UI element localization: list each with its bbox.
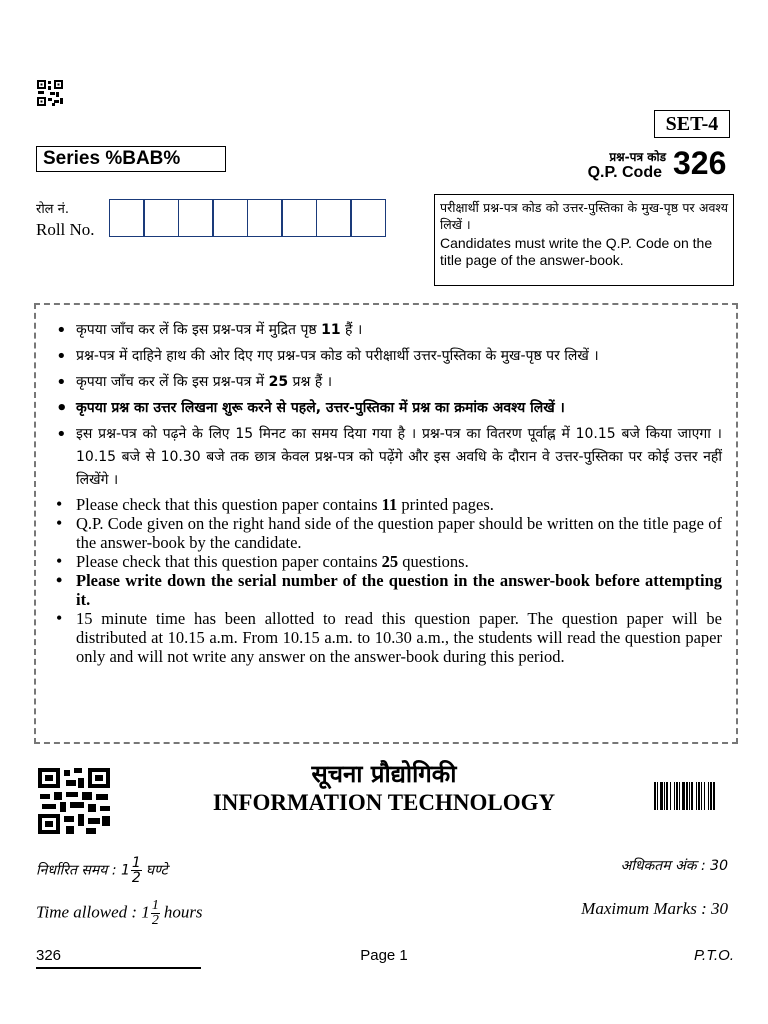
- roll-number-box[interactable]: [316, 199, 352, 237]
- instruction-en-reading-time: • 15 minute time has been allotted to read this question paper. The question paper will be distributed at 10.15 a.m. From 10.15 a.m. to 10.30 a.m., the students will read the question paper only and will not write any answer on the answer-book during this period.: [54, 609, 722, 666]
- roll-number-box[interactable]: [143, 199, 179, 237]
- instruction-hi-qp-code: • प्रश्न-पत्र में दाहिने हाथ की ओर दिए गए प्रश्न-पत्र कोड को परीक्षार्थी उत्तर-पुस्तिका के मुख-पृष्ठ पर लिखें ।: [54, 345, 722, 368]
- subject-title-hindi: सूचना प्रौद्योगिकी: [311, 760, 457, 788]
- time-allowed-hindi: निर्धारित समय : 1 $\frac{1}{2}$ घण्टे: [36, 855, 168, 886]
- fraction: $\frac{1}{2}$: [131, 855, 141, 886]
- notice-english: Candidates must write the Q.P. Code on the title page of the answer-book.: [440, 235, 713, 268]
- roll-no-label-hindi: रोल नं.: [36, 202, 69, 217]
- qp-code-label: Q.P. Code: [587, 164, 662, 181]
- set-code-box: SET-4: [654, 110, 730, 138]
- pto-label: P.T.O.: [693, 947, 734, 964]
- footer-qp-code: 326: [36, 947, 62, 964]
- instruction-hi-pages: • कृपया जाँच कर लें कि इस प्रश्न-पत्र में मुद्रित पृष्ठ 11 हैं ।: [54, 319, 722, 342]
- roll-number-box[interactable]: [109, 199, 145, 237]
- subject-title: INFORMATION TECHNOLOGY: [212, 790, 556, 815]
- instruction-hi-questions: • कृपया जाँच कर लें कि इस प्रश्न-पत्र में 25 प्रश्न हैं ।: [54, 371, 722, 394]
- qp-code-notice: [434, 194, 734, 286]
- general-instructions-box: [34, 303, 738, 744]
- roll-number-box[interactable]: [350, 199, 386, 237]
- footer-rule: [36, 967, 201, 969]
- instruction-hi-reading-time: • इस प्रश्न-पत्र को पढ़ने के लिए 15 मिनट का समय दिया गया है । प्रश्न-पत्र का वितरण पूर्वाह्न में 10.15 बजे किया जाएगा । 10.15 बजे से 10.30 बजे तक छात्र केवल प्रश्न-पत्र को पढ़ेंगे और इस अवधि के दौरान वे उत्तर-पुस्तिका पर कोई उत्तर नहीं लिखेंगे ।: [54, 423, 722, 492]
- instruction-en-pages: • Please check that this question paper contains 11 printed pages.: [54, 495, 722, 514]
- qp-code-number: 326: [673, 145, 727, 181]
- max-marks: Maximum Marks : 30: [581, 899, 728, 918]
- roll-number-box[interactable]: [178, 199, 214, 237]
- roll-number-boxes[interactable]: [110, 199, 386, 237]
- notice-hindi: परीक्षार्थी प्रश्न-पत्र कोड को उत्तर-पुस्तिका के मुख-पृष्ठ पर अवश्य लिखें ।: [440, 200, 728, 232]
- qp-code-label-hindi: प्रश्न-पत्र कोड: [609, 150, 666, 164]
- page-number: Page 1: [360, 947, 408, 964]
- instruction-hi-serial: • कृपया प्रश्न का उत्तर लिखना शुरू करने से पहले, उत्तर-पुस्तिका में प्रश्न का क्रमांक अवश्य लिखें ।: [54, 397, 722, 420]
- roll-number-box[interactable]: [247, 199, 283, 237]
- max-marks-hindi: अधिकतम अंक : 30: [620, 858, 728, 874]
- instruction-en-qp-code: • Q.P. Code given on the right hand side of the question paper should be written on the title page of the answer-book by the candidate.: [54, 514, 722, 552]
- roll-no-label: Roll No.: [36, 220, 95, 239]
- series-label: Series %BAB%: [36, 146, 226, 172]
- barcode-icon: [654, 782, 732, 810]
- roll-number-box[interactable]: [281, 199, 317, 237]
- fraction: $\frac{1}{2}$: [151, 898, 159, 928]
- qr-code-icon: [37, 80, 63, 106]
- roll-number-box[interactable]: [212, 199, 248, 237]
- time-allowed: Time allowed : 1 $\frac{1}{2}$ hours: [36, 898, 203, 928]
- instruction-en-questions: • Please check that this question paper contains 25 questions.: [54, 552, 722, 571]
- instruction-en-serial: • Please write down the serial number of the question in the answer-book before attempting it.: [54, 571, 722, 609]
